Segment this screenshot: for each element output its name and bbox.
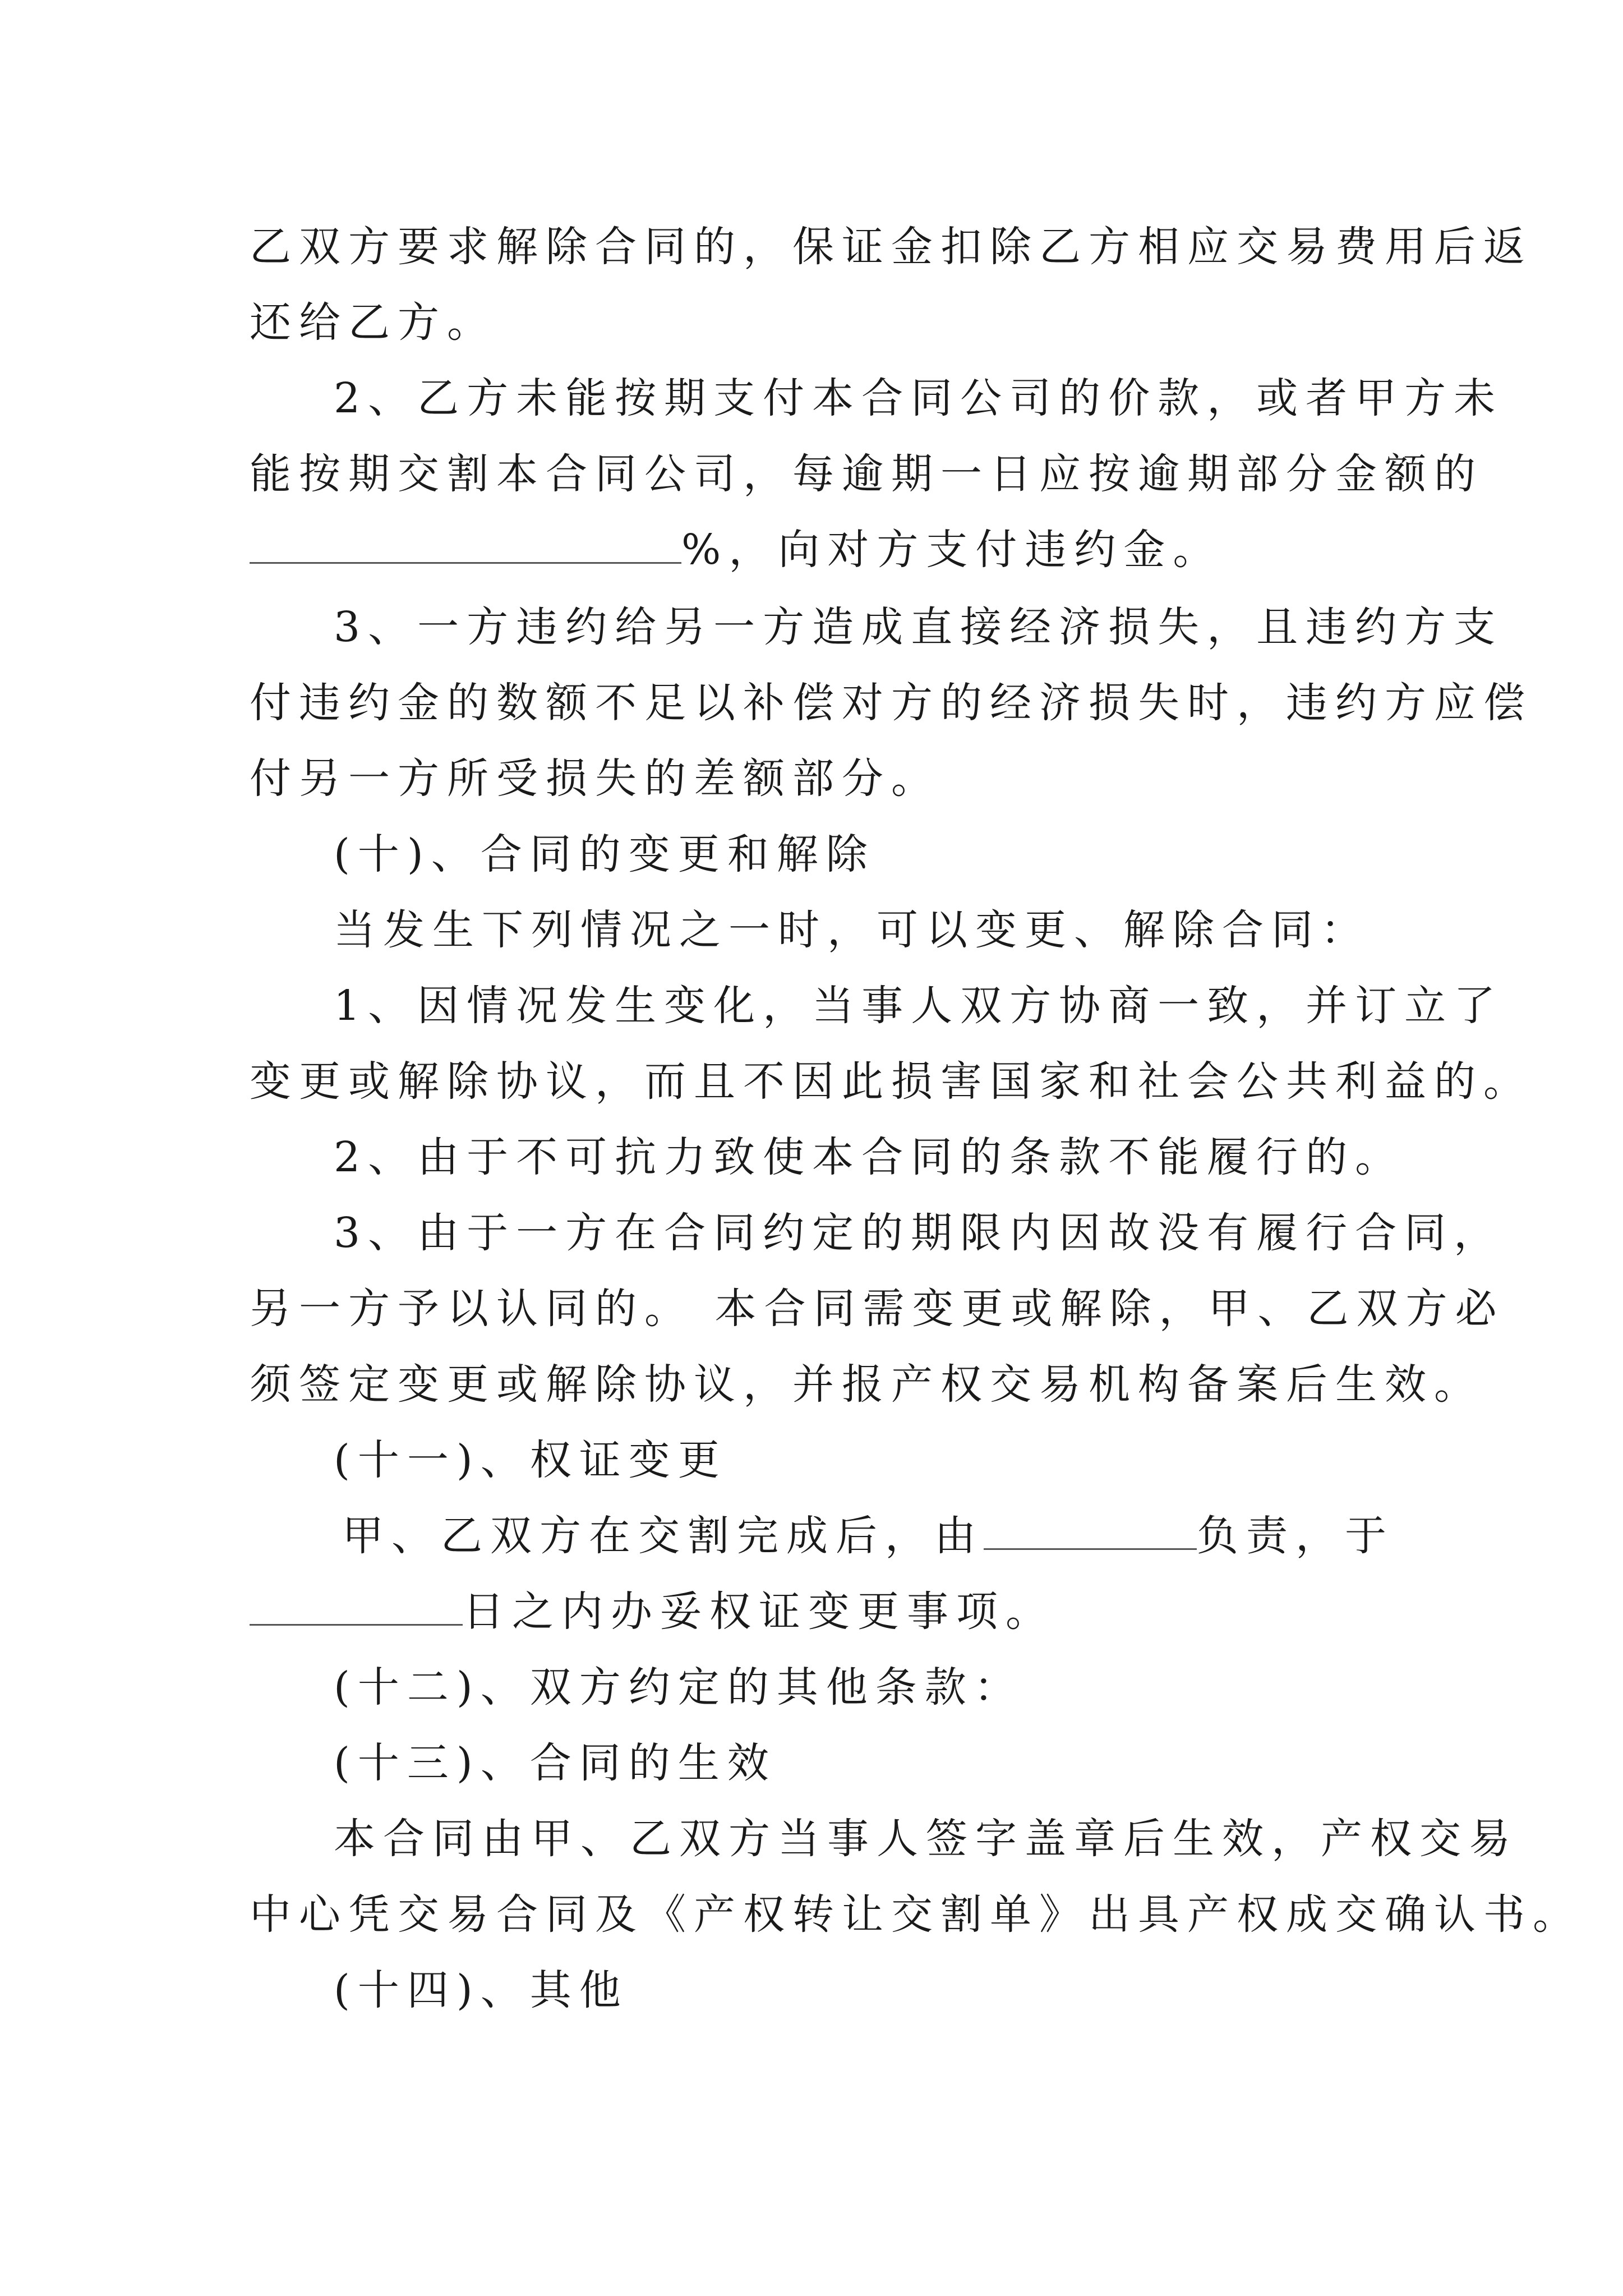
paragraph-line [250, 522, 1222, 578]
paragraph-line: 还给乙方。 [250, 298, 496, 347]
section-heading: (十)、合同的变更和解除 [334, 830, 875, 878]
line-text: %，向对方支付违约金。 [681, 526, 1223, 574]
paragraph-line: 中心凭交易合同及《产权转让交割单》出具产权成交确认书。 [250, 1890, 1582, 1939]
paragraph-line [250, 1584, 1055, 1640]
paragraph-line: 3、一方违约给另一方造成直接经济损失，且违约方支 [334, 603, 1504, 651]
paragraph-line: 付违约金的数额不足以补偿对方的经济损失时，违约方应偿 [250, 679, 1533, 727]
paragraph-line: 乙双方要求解除合同的，保证金扣除乙方相应交易费用后返 [250, 223, 1533, 271]
paragraph-line: 另一方予以认同的。 本合同需变更或解除，甲、乙双方必 [250, 1285, 1505, 1333]
section-heading: (十四)、其他 [334, 1966, 629, 2014]
line-text: 日之内办妥权证变更事项。 [463, 1588, 1055, 1636]
paragraph-line: 变更或解除协议，而且不因此损害国家和社会公共利益的。 [250, 1057, 1533, 1106]
fill-in-blank [984, 1508, 1197, 1550]
fill-in-blank [250, 522, 681, 564]
section-heading: (十一)、权证变更 [334, 1436, 727, 1484]
paragraph-line: 付另一方所受损失的差额部分。 [250, 754, 940, 803]
section-heading: (十二)、双方约定的其他条款： [334, 1663, 1023, 1711]
line-text: 甲、乙双方在交割完成后，由 [342, 1512, 984, 1560]
paragraph-line: 本合同由甲、乙双方当事人签字盖章后生效，产权交易 [334, 1815, 1518, 1863]
fill-in-blank [250, 1584, 463, 1626]
paragraph-line: 能按期交割本合同公司，每逾期一日应按逾期部分金额的 [250, 450, 1483, 498]
paragraph-line: 当发生下列情况之一时，可以变更、解除合同： [334, 906, 1370, 954]
paragraph-line: 1、因情况发生变化，当事人双方协商一致，并订立了 [334, 982, 1504, 1030]
paragraph-line: 须签定变更或解除协议，并报产权交易机构备案后生效。 [250, 1360, 1483, 1409]
paragraph-line: 3、由于一方在合同约定的期限内因故没有履行合同， [334, 1209, 1504, 1257]
paragraph-line: 2、由于不可抗力致使本合同的条款不能履行的。 [334, 1133, 1405, 1181]
section-heading: (十三)、合同的生效 [334, 1739, 777, 1787]
paragraph-line: 2、乙方未能按期支付本合同公司的价款，或者甲方未 [334, 374, 1504, 422]
paragraph-line [342, 1508, 1394, 1564]
line-text: 负责，于 [1197, 1512, 1394, 1560]
